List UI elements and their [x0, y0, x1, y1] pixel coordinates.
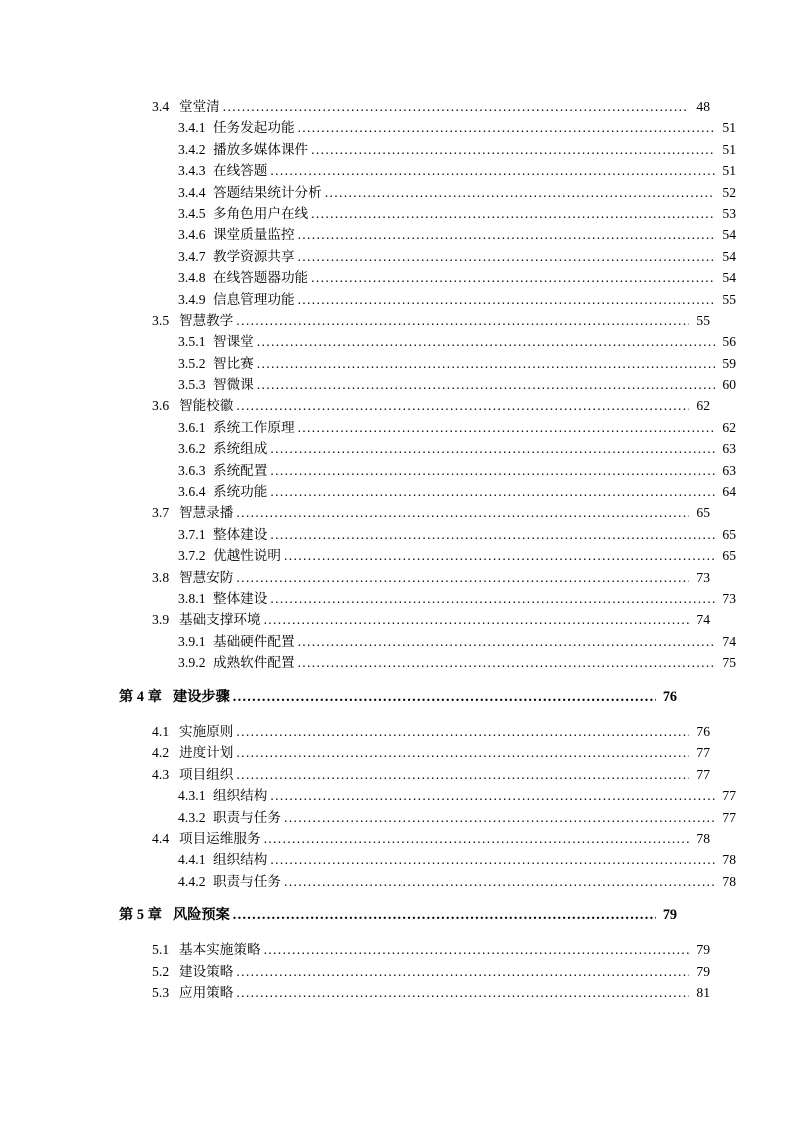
toc-entry-page-number: 64	[722, 484, 736, 500]
toc-entry-title: 系统功能	[213, 484, 268, 500]
toc-dot-leader	[236, 567, 689, 588]
toc-entry-title: 基础硬件配置	[213, 633, 295, 649]
toc-entry[interactable]	[119, 139, 736, 160]
toc-entry-number: 3.4.4	[178, 184, 206, 200]
toc-dot-leader	[257, 374, 715, 395]
toc-entry[interactable]	[119, 481, 736, 502]
toc-entry-number: 3.6.3	[178, 462, 206, 478]
toc-chapter-entry[interactable]	[119, 905, 677, 926]
toc-dot-leader	[298, 417, 715, 438]
toc-entry-page-number: 77	[722, 809, 736, 825]
toc-dot-leader	[264, 609, 689, 630]
toc-entry-title: 优越性说明	[213, 548, 281, 564]
toc-entry-number: 4.4.2	[178, 873, 206, 889]
toc-entry-page-number: 76	[662, 688, 677, 705]
toc-dot-leader	[236, 764, 689, 785]
toc-entry-number: 3.4.7	[178, 248, 206, 264]
toc-entry[interactable]	[119, 609, 710, 630]
toc-entry-number: 4.3.1	[178, 788, 206, 804]
toc-dot-leader	[270, 438, 715, 459]
toc-entry[interactable]	[119, 246, 736, 267]
toc-entry[interactable]	[119, 224, 736, 245]
toc-entry-number: 3.7.1	[178, 526, 206, 542]
toc-entry-number: 3.4.3	[178, 163, 206, 179]
toc-entry-page-number: 78	[696, 830, 710, 846]
toc-entry-title: 职责与任务	[213, 873, 281, 889]
toc-entry-title: 信息管理功能	[213, 291, 295, 307]
toc-entry-page-number: 81	[696, 985, 710, 1001]
toc-entry-number: 3.9.2	[178, 655, 206, 671]
toc-entry-page-number: 53	[722, 205, 736, 221]
toc-dot-leader	[311, 267, 715, 288]
toc-entry[interactable]	[119, 939, 710, 960]
toc-entry[interactable]	[119, 652, 736, 673]
toc-dot-leader	[270, 524, 715, 545]
toc-entry-title: 应用策略	[179, 985, 234, 1001]
toc-entry-page-number: 59	[722, 355, 736, 371]
toc-dot-leader	[298, 117, 715, 138]
table-of-contents	[119, 96, 736, 1004]
toc-entry-title: 课堂质量监控	[213, 227, 295, 243]
toc-entry-number: 3.8.1	[178, 590, 206, 606]
toc-entry[interactable]	[119, 982, 710, 1003]
toc-entry[interactable]	[119, 310, 710, 331]
toc-entry[interactable]	[119, 96, 710, 117]
toc-dot-leader	[284, 545, 715, 566]
toc-entry-number: 3.5	[152, 312, 170, 328]
toc-entry-page-number: 55	[722, 291, 736, 307]
toc-entry-number: 3.7.2	[178, 548, 206, 564]
toc-entry[interactable]	[119, 961, 710, 982]
toc-entry-title: 智能校徽	[179, 398, 234, 414]
toc-entry[interactable]	[119, 502, 710, 523]
toc-entry-page-number: 55	[696, 312, 710, 328]
toc-dot-leader	[270, 785, 715, 806]
toc-entry-number: 3.5.1	[178, 334, 206, 350]
toc-dot-leader	[236, 502, 689, 523]
toc-entry-page-number: 75	[722, 655, 736, 671]
toc-entry-title: 整体建设	[213, 590, 268, 606]
toc-entry-title: 系统工作原理	[213, 419, 295, 435]
toc-entry-title: 智慧教学	[179, 312, 234, 328]
toc-entry[interactable]	[119, 807, 736, 828]
toc-entry-number: 4.4.1	[178, 852, 206, 868]
toc-entry[interactable]	[119, 374, 736, 395]
toc-chapter-entry[interactable]	[119, 687, 677, 708]
toc-entry-title: 基本实施策略	[179, 942, 261, 958]
toc-dot-leader	[298, 631, 715, 652]
toc-entry-page-number: 52	[722, 184, 736, 200]
toc-entry-title: 教学资源共享	[213, 248, 295, 264]
toc-entry[interactable]	[119, 828, 710, 849]
toc-dot-leader	[233, 905, 656, 926]
toc-entry[interactable]	[119, 395, 710, 416]
toc-entry[interactable]	[119, 871, 736, 892]
toc-entry-page-number: 65	[722, 548, 736, 564]
toc-entry-number: 3.4.9	[178, 291, 206, 307]
toc-entry-page-number: 78	[722, 873, 736, 889]
toc-entry-number: 3.9.1	[178, 633, 206, 649]
toc-entry[interactable]	[119, 117, 736, 138]
toc-entry-page-number: 76	[696, 723, 710, 739]
toc-entry-page-number: 74	[696, 612, 710, 628]
toc-entry-page-number: 63	[722, 441, 736, 457]
toc-entry-number: 3.8	[152, 569, 170, 585]
toc-entry[interactable]	[119, 567, 710, 588]
toc-entry-page-number: 73	[722, 590, 736, 606]
toc-entry-title: 在线答题	[213, 163, 268, 179]
toc-entry-page-number: 77	[696, 745, 710, 761]
toc-entry[interactable]	[119, 331, 736, 352]
toc-entry-title: 成熟软件配置	[213, 655, 295, 671]
toc-entry[interactable]	[119, 182, 736, 203]
toc-entry-title: 组织结构	[213, 788, 268, 804]
toc-entry-number: 3.4	[152, 99, 170, 114]
toc-dot-leader	[270, 460, 715, 481]
toc-dot-leader	[298, 224, 715, 245]
toc-entry-number: 3.5.2	[178, 355, 206, 371]
toc-entry-number: 3.9	[152, 612, 170, 628]
toc-dot-leader	[284, 871, 715, 892]
toc-dot-leader	[298, 652, 715, 673]
toc-entry-title: 智慧录播	[179, 505, 234, 521]
toc-entry-number: 3.6.2	[178, 441, 206, 457]
toc-entry-title: 整体建设	[213, 526, 268, 542]
toc-dot-leader	[298, 289, 715, 310]
toc-dot-leader	[236, 310, 689, 331]
toc-entry-number: 3.6.1	[178, 419, 206, 435]
toc-entry-number: 3.4.2	[178, 141, 206, 157]
toc-entry-number: 4.3	[152, 766, 170, 782]
toc-entry-number: 3.7	[152, 505, 170, 521]
toc-entry-page-number: 63	[722, 462, 736, 478]
toc-entry-title: 职责与任务	[213, 809, 281, 825]
toc-entry-title: 风险预案	[173, 907, 230, 924]
toc-entry-title: 基础支撑环境	[179, 612, 261, 628]
toc-entry-number: 4.2	[152, 745, 170, 761]
toc-entry[interactable]	[119, 160, 736, 181]
toc-entry[interactable]	[119, 524, 736, 545]
toc-entry-page-number: 51	[722, 163, 736, 179]
toc-entry-number: 3.6.4	[178, 484, 206, 500]
toc-entry-page-number: 65	[722, 526, 736, 542]
toc-dot-leader	[270, 849, 715, 870]
toc-entry-title: 项目运维服务	[179, 830, 261, 846]
toc-entry-page-number: 77	[696, 766, 710, 782]
toc-dot-leader	[270, 481, 715, 502]
toc-entry[interactable]	[119, 764, 710, 785]
toc-dot-leader	[311, 139, 715, 160]
toc-dot-leader	[264, 939, 689, 960]
toc-entry-number: 5.2	[152, 963, 170, 979]
toc-entry-number: 4.1	[152, 723, 170, 739]
toc-dot-leader	[236, 395, 689, 416]
toc-entry-number: 5.3	[152, 985, 170, 1001]
toc-entry-title: 在线答题器功能	[213, 270, 309, 286]
toc-dot-leader	[257, 331, 715, 352]
toc-entry-title: 系统组成	[213, 441, 268, 457]
toc-dot-leader	[270, 588, 715, 609]
toc-dot-leader	[264, 828, 689, 849]
toc-entry-number: 3.6	[152, 398, 170, 414]
toc-dot-leader	[236, 721, 689, 742]
toc-entry-page-number: 65	[696, 505, 710, 521]
toc-entry-number: 4.4	[152, 830, 170, 846]
toc-entry[interactable]	[119, 203, 736, 224]
toc-dot-leader	[298, 246, 715, 267]
toc-entry-number: 3.4.6	[178, 227, 206, 243]
toc-entry-title: 组织结构	[213, 852, 268, 868]
toc-dot-leader	[311, 203, 715, 224]
toc-entry-title: 智比赛	[213, 355, 254, 371]
toc-entry-title: 播放多媒体课件	[213, 141, 309, 157]
toc-entry-page-number: 79	[696, 942, 710, 958]
toc-entry-title: 智微课	[213, 377, 254, 393]
toc-entry-page-number: 79	[662, 907, 677, 924]
toc-entry-page-number: 74	[722, 633, 736, 649]
toc-dot-leader	[257, 353, 715, 374]
toc-entry[interactable]	[119, 631, 736, 652]
toc-entry[interactable]	[119, 289, 736, 310]
toc-dot-leader	[236, 961, 689, 982]
toc-entry[interactable]	[119, 267, 736, 288]
toc-entry-title: 实施原则	[179, 723, 234, 739]
toc-entry[interactable]	[119, 785, 736, 806]
toc-entry-title: 答题结果统计分析	[213, 184, 322, 200]
toc-entry-number: 4.3.2	[178, 809, 206, 825]
toc-entry-title: 系统配置	[213, 462, 268, 478]
toc-entry-title: 智慧安防	[179, 569, 234, 585]
toc-entry[interactable]	[119, 742, 710, 763]
toc-entry-page-number: 51	[722, 141, 736, 157]
toc-dot-leader	[270, 160, 715, 181]
toc-dot-leader	[223, 96, 689, 117]
toc-entry[interactable]	[119, 417, 736, 438]
toc-entry[interactable]	[119, 545, 736, 566]
toc-entry[interactable]	[119, 460, 736, 481]
toc-dot-leader	[233, 687, 656, 708]
toc-entry-title: 项目组织	[179, 766, 234, 782]
toc-entry-number: 第 5 章	[119, 907, 163, 924]
toc-entry[interactable]	[119, 353, 736, 374]
toc-dot-leader	[236, 982, 689, 1003]
toc-entry-page-number: 48	[696, 99, 710, 114]
toc-entry-page-number: 54	[722, 270, 736, 286]
toc-entry-page-number: 78	[722, 852, 736, 868]
toc-entry-number: 5.1	[152, 942, 170, 958]
toc-entry[interactable]	[119, 438, 736, 459]
toc-entry-title: 进度计划	[179, 745, 234, 761]
toc-dot-leader	[284, 807, 715, 828]
toc-entry-page-number: 79	[696, 963, 710, 979]
toc-entry-number: 第 4 章	[119, 688, 163, 705]
toc-entry-number: 3.5.3	[178, 377, 206, 393]
toc-entry-page-number: 56	[722, 334, 736, 350]
toc-entry-title: 任务发起功能	[213, 120, 295, 136]
toc-entry-title: 智课堂	[213, 334, 254, 350]
toc-entry-title: 建设步骤	[173, 688, 230, 705]
toc-entry[interactable]	[119, 721, 710, 742]
toc-entry-page-number: 54	[722, 248, 736, 264]
toc-dot-leader	[325, 182, 715, 203]
toc-dot-leader	[236, 742, 689, 763]
toc-entry-title: 多角色用户在线	[213, 205, 309, 221]
toc-entry-number: 3.4.8	[178, 270, 206, 286]
toc-entry[interactable]	[119, 849, 736, 870]
toc-entry-page-number: 51	[722, 120, 736, 136]
toc-entry-page-number: 60	[722, 377, 736, 393]
toc-entry-page-number: 73	[696, 569, 710, 585]
toc-entry-title: 建设策略	[179, 963, 234, 979]
toc-entry[interactable]	[119, 588, 736, 609]
toc-entry-page-number: 54	[722, 227, 736, 243]
toc-entry-page-number: 62	[722, 419, 736, 435]
toc-entry-title: 堂堂清	[179, 99, 220, 114]
toc-entry-number: 3.4.5	[178, 205, 206, 221]
toc-entry-number: 3.4.1	[178, 120, 206, 136]
toc-entry-page-number: 77	[722, 788, 736, 804]
toc-entry-page-number: 62	[696, 398, 710, 414]
